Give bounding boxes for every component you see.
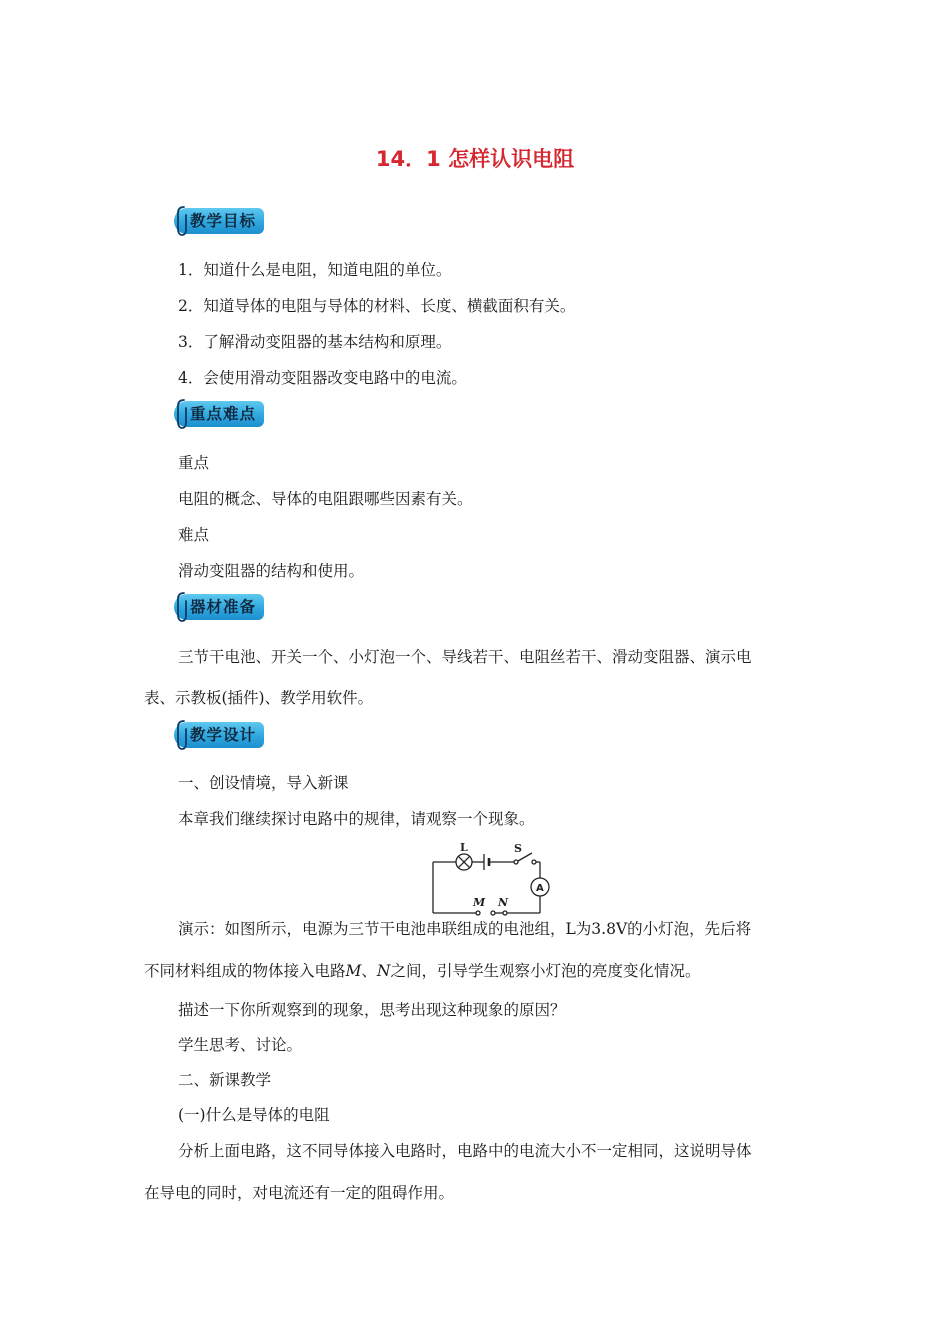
- paperclip-icon: [175, 591, 189, 623]
- goal-item-1: 1．知道什么是电阻，知道电阻的单位。: [178, 261, 452, 279]
- goal-item-2: 2．知道导体的电阻与导体的材料、长度、横截面积有关。: [178, 297, 576, 315]
- m-label: M: [473, 896, 486, 909]
- n-label: N: [498, 896, 509, 909]
- design-subsection-2: 二、新课教学: [178, 1071, 272, 1089]
- demo-text: 不同材料组成的物体接入电路: [144, 962, 346, 980]
- design-subsection-1: 一、创设情境，导入新课: [178, 774, 349, 792]
- demo-line-2: [144, 961, 700, 981]
- goal-item-3: 3．了解滑动变阻器的基本结构和原理。: [178, 333, 452, 351]
- hard-label: 难点: [178, 526, 210, 544]
- section-heading-key-points: [174, 400, 264, 428]
- section-badge: [174, 594, 264, 620]
- key-label: 重点: [178, 454, 210, 472]
- switch-symbol: [514, 860, 518, 864]
- section-heading-text: 器材准备: [190, 598, 257, 616]
- question-2: 学生思考、讨论。: [178, 1036, 303, 1054]
- terminal-m-label: M: [345, 962, 362, 980]
- section-heading-equipment: [174, 593, 264, 621]
- section-heading-text: 教学目标: [190, 212, 257, 230]
- analysis-line-1: 分析上面电路，这不同导体接入电路时，电路中的电流大小不一定相同，这说明导体: [178, 1142, 752, 1160]
- section-badge: [174, 722, 264, 748]
- goal-item-4: 4．会使用滑动变阻器改变电路中的电流。: [178, 369, 467, 387]
- design-subsection-2-1: (一)什么是导体的电阻: [178, 1106, 330, 1124]
- paperclip-icon: [175, 398, 189, 430]
- terminal-n: [503, 911, 507, 915]
- section-heading-design: [174, 721, 264, 749]
- ammeter-label: A: [536, 883, 544, 894]
- paperclip-icon: [175, 205, 189, 237]
- paperclip-icon: [175, 719, 189, 751]
- circuit-diagram: [428, 840, 556, 916]
- section-badge: [174, 208, 264, 234]
- terminal-m: [476, 911, 480, 915]
- question-1: 描述一下你所观察到的现象，思考出现这种现象的原因？: [178, 1001, 566, 1019]
- terminal-n-label: N: [376, 962, 391, 980]
- switch-label: S: [514, 842, 522, 855]
- lamp-label: L: [460, 841, 468, 854]
- separator: 、: [361, 962, 377, 980]
- key-text: 电阻的概念、导体的电阻跟哪些因素有关。: [178, 490, 473, 508]
- page-title: 14．1 怎样认识电阻: [375, 147, 575, 171]
- design-paragraph: 本章我们继续探讨电路中的规律，请观察一个现象。: [178, 810, 535, 828]
- demo-text: 之间，引导学生观察小灯泡的亮度变化情况。: [390, 962, 701, 980]
- section-heading-goals: [174, 207, 264, 235]
- demo-line-1: 演示：如图所示，电源为三节干电池串联组成的电池组，L为3.8V的小灯泡，先后将: [178, 920, 752, 938]
- section-heading-text: 教学设计: [190, 726, 257, 744]
- equipment-line-2: 表、示教板(插件)、教学用软件。: [144, 689, 374, 707]
- hard-text: 滑动变阻器的结构和使用。: [178, 562, 365, 580]
- analysis-line-2: 在导电的同时，对电流还有一定的阻碍作用。: [144, 1184, 455, 1202]
- section-badge: [174, 401, 264, 427]
- section-heading-text: 重点难点: [190, 405, 257, 423]
- equipment-line-1: 三节干电池、开关一个、小灯泡一个、导线若干、电阻丝若干、滑动变阻器、演示电: [178, 648, 752, 666]
